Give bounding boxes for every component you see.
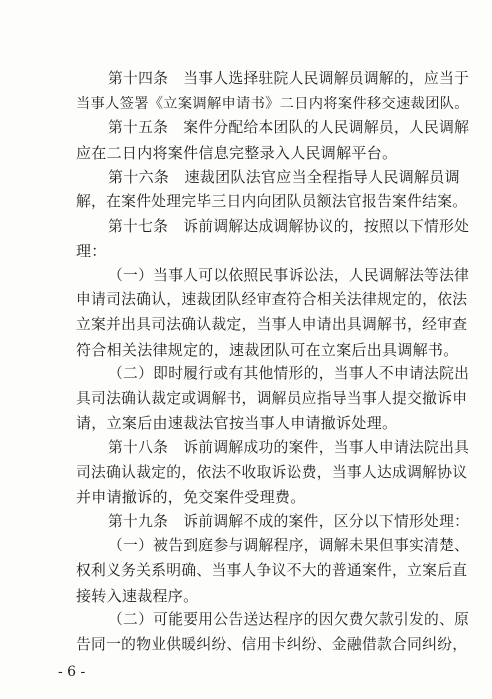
text-line: 具司法确认裁定或调解书，调解员应指导当事人提交撤诉申 <box>76 389 468 407</box>
text-line: 符合相关法律规定的，速裁团队可在立案后出具调解书。 <box>76 340 459 359</box>
text-line: 当事人签署《立案调解申请书》二日内将案件移交速裁团队。 <box>76 95 469 112</box>
text-line: 申请司法确认，速裁团队经审查符合相关法律规定的，依法 <box>76 291 468 309</box>
text-line: （二）即时履行或有其他情形的，当事人不申请法院出 <box>108 365 470 383</box>
text-line: 解，在案件处理完毕三日内向团队员额法官报告案件结案。 <box>76 193 468 210</box>
text-line: （一）当事人可以依照民事诉讼法，人民调解法等法律 <box>108 266 470 284</box>
text-line: 第十四条 当事人选择驻院人民调解员调解的，应当于 <box>108 70 470 87</box>
text-line: （一）被告到庭参与调解程序，调解未果但事实清楚、 <box>108 537 470 555</box>
text-line: 告同一的物业供暖纠纷、信用卡纠纷、金融借款合同纠纷， <box>76 635 468 653</box>
text-line: 第十六条 速裁团队法官应当全程指导人民调解员调 <box>108 168 460 187</box>
text-line: （二）可能要用公告送达程序的因欠费欠款引发的、原 <box>108 611 470 629</box>
text-line: 并申请撤诉的，免交案件受理费。 <box>76 488 306 507</box>
text-line: 请，立案后由速裁法官按当事人申请撤诉处理。 <box>76 414 398 433</box>
text-line: 应在二日内将案件信息完整录入人民调解平台。 <box>76 143 398 162</box>
text-line: 第十八条 诉前调解成功的案件，当事人申请法院出具 <box>108 439 470 456</box>
text-line: 第十七条 诉前调解达成调解协议的，按照以下情形处 <box>108 217 470 235</box>
page-number: - 6 - <box>58 664 86 680</box>
text-line: 接转入速裁程序。 <box>76 586 199 605</box>
text-line: 立案并出具司法确认裁定，当事人申请出具调解书，经审查 <box>76 316 468 333</box>
text-line: 理： <box>76 242 107 261</box>
text-line: 权利义务关系明确、当事人争议不大的普通案件，立案后直 <box>76 562 468 579</box>
text-line: 司法确认裁定的，依法不收取诉讼费，当事人达成调解协议 <box>76 463 468 481</box>
text-line: 第十五条 案件分配给本团队的人民调解员，人民调解 <box>108 119 470 137</box>
text-line: 第十九条 诉前调解不成的案件，区分以下情形处理： <box>108 512 470 530</box>
